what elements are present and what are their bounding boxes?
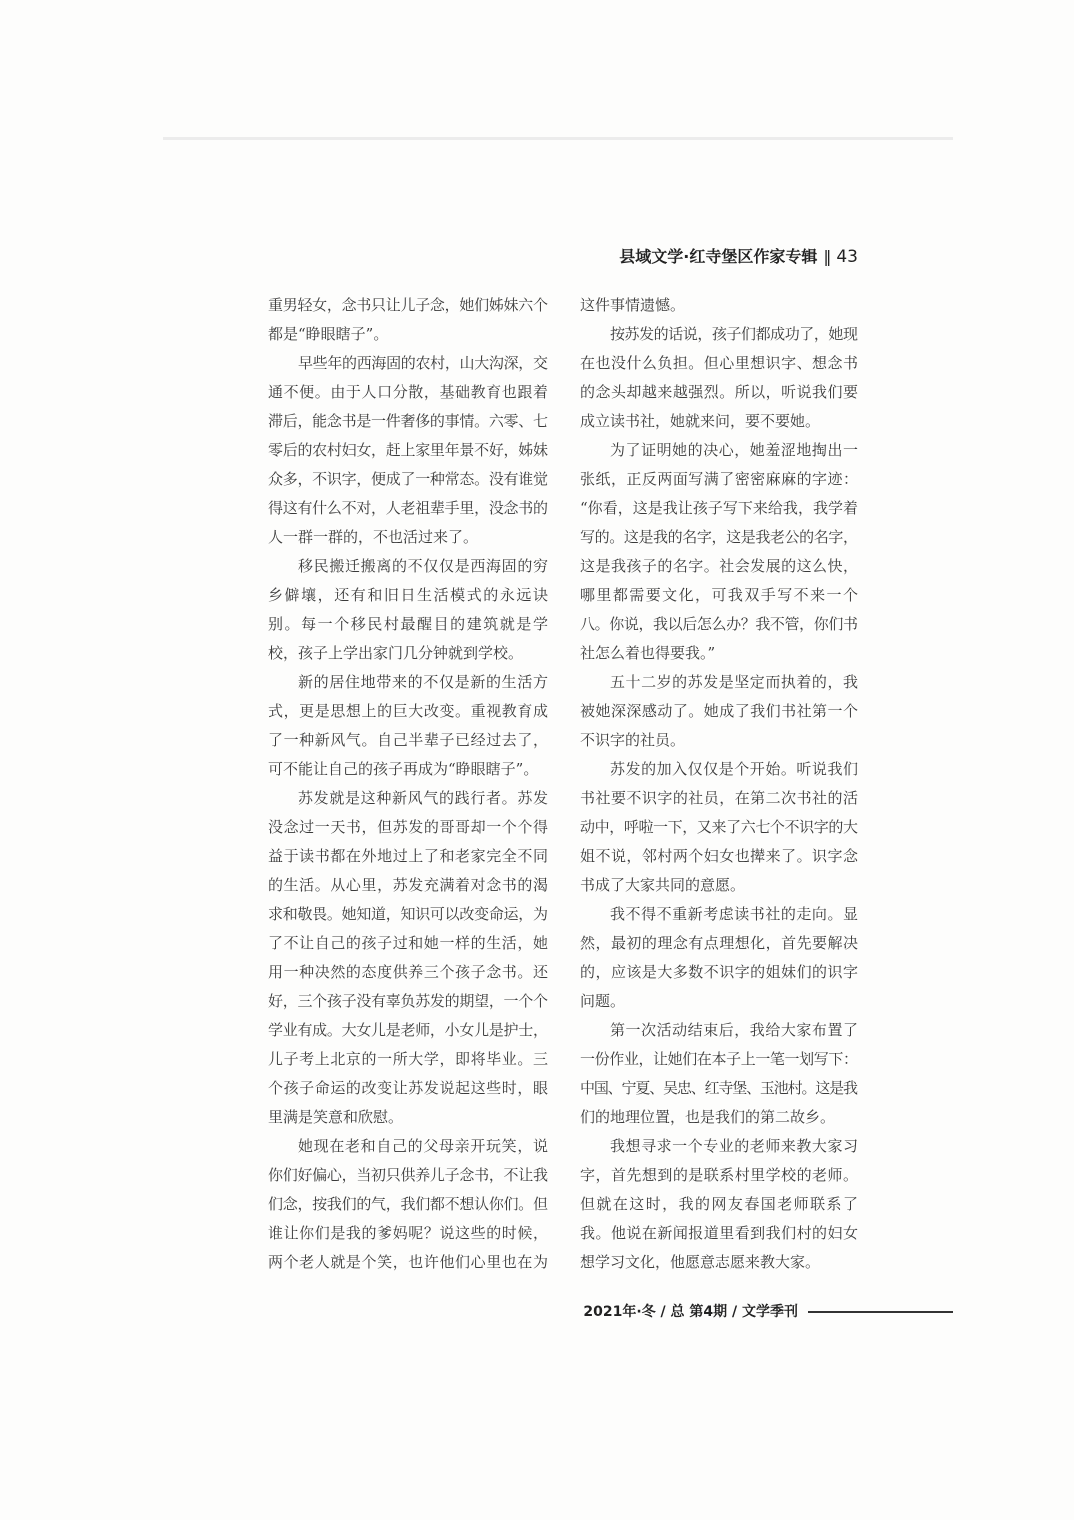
paragraph xyxy=(580,436,858,668)
page-number: 43 xyxy=(836,247,858,267)
paragraph xyxy=(268,1132,548,1277)
text-line: 里满是笑意和欣慰。 xyxy=(268,1108,404,1126)
paragraph xyxy=(580,320,858,436)
text-line: 用一种决然的态度供养三个孩子念书。还 xyxy=(268,963,549,981)
text-line: 被她深深感动了。她成了我们书社第一个 xyxy=(580,702,859,720)
text-line: 都是“睁眼瞎子”。 xyxy=(268,325,389,343)
text-line: 我想寻求一个专业的老师来教大家习 xyxy=(610,1137,859,1155)
text-line: 们的地理位置，也是我们的第二故乡。 xyxy=(580,1108,836,1126)
text-line: 谁让你们是我的爹妈呢？说这些的时候， xyxy=(268,1224,549,1242)
text-line: 众多，不识字，便成了一种常态。没有谁觉 xyxy=(268,470,548,488)
text-line: 成立读书社，她就来问，要不要她。 xyxy=(580,412,821,430)
text-line: 的生活。从心里，苏发充满着对念书的渴 xyxy=(268,876,549,894)
paragraph xyxy=(268,552,548,668)
text-line: 你们好偏心，当初只供养儿子念书，不让我 xyxy=(268,1166,548,1184)
text-line: 没念过一天书，但苏发的哥哥却一个个得 xyxy=(268,818,549,836)
text-line: 益于读书都在外地过上了和老家完全不同 xyxy=(268,847,549,865)
text-line: 不识字的社员。 xyxy=(580,731,686,749)
text-line: 按苏发的话说，孩子们都成功了，她现 xyxy=(610,325,858,343)
paragraph xyxy=(580,1016,858,1132)
text-line: 求和敬畏。她知道，知识可以改变命运，为 xyxy=(268,905,548,923)
text-line: 通不便。由于人口分散，基础教育也跟着 xyxy=(268,383,549,401)
paragraph xyxy=(268,291,548,349)
text-line: 们念，按我们的气，我们都不想认你们。但 xyxy=(268,1195,548,1213)
paragraph xyxy=(580,668,858,755)
paragraph xyxy=(268,349,548,552)
text-line: 哪里都需要文化，可我双手写不来一个 xyxy=(580,586,860,604)
text-line: 这件事情遗憾。 xyxy=(580,296,686,314)
text-line: 好，三个孩子没有辜负苏发的期望，一个个 xyxy=(268,992,548,1010)
text-line: 然，最初的理念有点理想化，首先要解决 xyxy=(580,934,859,952)
paragraph xyxy=(268,668,548,784)
text-line: 但就在这时，我的网友春国老师联系了 xyxy=(580,1195,860,1213)
text-line: 校，孩子上学出家门几分钟就到学校。 xyxy=(268,644,524,662)
text-line: 滞后，能念书是一件奢侈的事情。六零、七 xyxy=(268,412,548,430)
text-line: 我。他说在新闻报道里看到我们村的妇女 xyxy=(580,1224,859,1242)
text-line: 书社要不识字的社员，在第二次书社的活 xyxy=(580,789,859,807)
text-line: 零后的农村妇女，赶上家里年景不好，姊妹 xyxy=(268,441,548,459)
text-line: 为了证明她的决心，她羞涩地掏出一 xyxy=(610,441,859,459)
issue-footer: 2021年·冬 / 总 第4期 / 文学季刊 xyxy=(583,1304,798,1320)
text-line: 了一种新风气。自己半辈子已经过去了， xyxy=(268,731,549,749)
text-line: 儿子考上北京的一所大学，即将毕业。三 xyxy=(268,1050,549,1068)
text-line: 学业有成。大女儿是老师，小女儿是护士， xyxy=(268,1021,548,1039)
text-line: 苏发的加入仅仅是个开始。听说我们 xyxy=(610,760,859,778)
text-line: 可不能让自己的孩子再成为“睁眼瞎子”。 xyxy=(268,760,539,778)
text-line: 动中，呼啦一下，又来了六七个不识字的大 xyxy=(580,818,858,836)
text-line: 乡僻壤，还有和旧日生活模式的永远诀 xyxy=(268,586,550,604)
text-line: 我不得不重新考虑读书社的走向。显 xyxy=(610,905,859,923)
text-line: 人一群一群的，不也活过来了。 xyxy=(268,528,479,546)
paragraph xyxy=(580,1132,858,1277)
text-line: 的，应该是大多数不识字的姐妹们的识字 xyxy=(580,963,859,981)
text-line: 的念头却越来越强烈。所以，听说我们要 xyxy=(580,383,859,401)
text-line: 式，更是思想上的巨大改变。重视教育成 xyxy=(268,702,549,720)
header-separator: ‖ xyxy=(823,247,832,266)
right-text-column xyxy=(580,291,858,1277)
text-line: 字，首先想到的是联系村里学校的老师。 xyxy=(580,1166,859,1184)
text-line: 苏发就是这种新风气的践行者。苏发 xyxy=(298,789,549,807)
text-line: 想学习文化，他愿意志愿来教大家。 xyxy=(580,1253,821,1271)
paragraph xyxy=(580,755,858,900)
text-line: 张纸，正反两面写满了密密麻麻的字迹： xyxy=(580,470,859,488)
section-title: 县域文学·红寺堡区作家专辑 xyxy=(619,247,818,266)
text-line: 在也没什么负担。但心里想识字、想念书 xyxy=(580,354,859,372)
text-line: 新的居住地带来的不仅是新的生活方 xyxy=(298,673,549,691)
text-line: 她现在老和自己的父母亲开玩笑，说 xyxy=(298,1137,549,1155)
text-line: 五十二岁的苏发是坚定而执着的，我 xyxy=(610,673,859,691)
text-line: 得这有什么不对，人老祖辈手里，没念书的 xyxy=(268,499,548,517)
paragraph xyxy=(580,900,858,1016)
text-line: 八。你说，我以后怎么办？我不管，你们书 xyxy=(580,615,858,633)
text-line: 个孩子命运的改变让苏发说起这些时，眼 xyxy=(268,1079,549,1097)
text-line: 第一次活动结束后，我给大家布置了 xyxy=(610,1021,859,1039)
text-line: 问题。 xyxy=(580,992,626,1010)
text-line: 中国、宁夏、吴忠、红寺堡、玉池村。这是我 xyxy=(580,1079,857,1097)
text-line: 写的。这是我的名字，这是我老公的名字， xyxy=(580,528,858,546)
text-line: “你看，这是我让孩子写下来给我，我学着 xyxy=(580,499,859,517)
text-line: 书成了大家共同的意愿。 xyxy=(580,876,746,894)
paragraph xyxy=(580,291,858,320)
text-line: 别。每一个移民村最醒目的建筑就是学 xyxy=(268,615,550,633)
text-line: 一份作业，让她们在本子上一笔一划写下： xyxy=(580,1050,858,1068)
text-line: 姐不说，邻村两个妇女也撵来了。识字念 xyxy=(580,847,859,865)
text-line: 社怎么着也得要我。” xyxy=(580,644,716,662)
text-line: 了不让自己的孩子过和她一样的生活，她 xyxy=(268,934,549,952)
text-line: 两个老人就是个笑，也许他们心里也在为 xyxy=(268,1253,549,1271)
left-text-column xyxy=(268,291,548,1277)
text-line: 重男轻女，念书只让儿子念，她们姊妹六个 xyxy=(268,296,548,314)
running-header xyxy=(520,245,858,269)
top-divider xyxy=(163,137,953,140)
text-line: 移民搬迁搬离的不仅仅是西海固的穷 xyxy=(298,557,549,575)
text-line: 这是我孩子的名字。社会发展的这么快， xyxy=(580,557,859,575)
footer-divider xyxy=(808,1311,953,1313)
text-line: 早些年的西海固的农村，山大沟深，交 xyxy=(298,354,548,372)
paragraph xyxy=(268,784,548,1132)
